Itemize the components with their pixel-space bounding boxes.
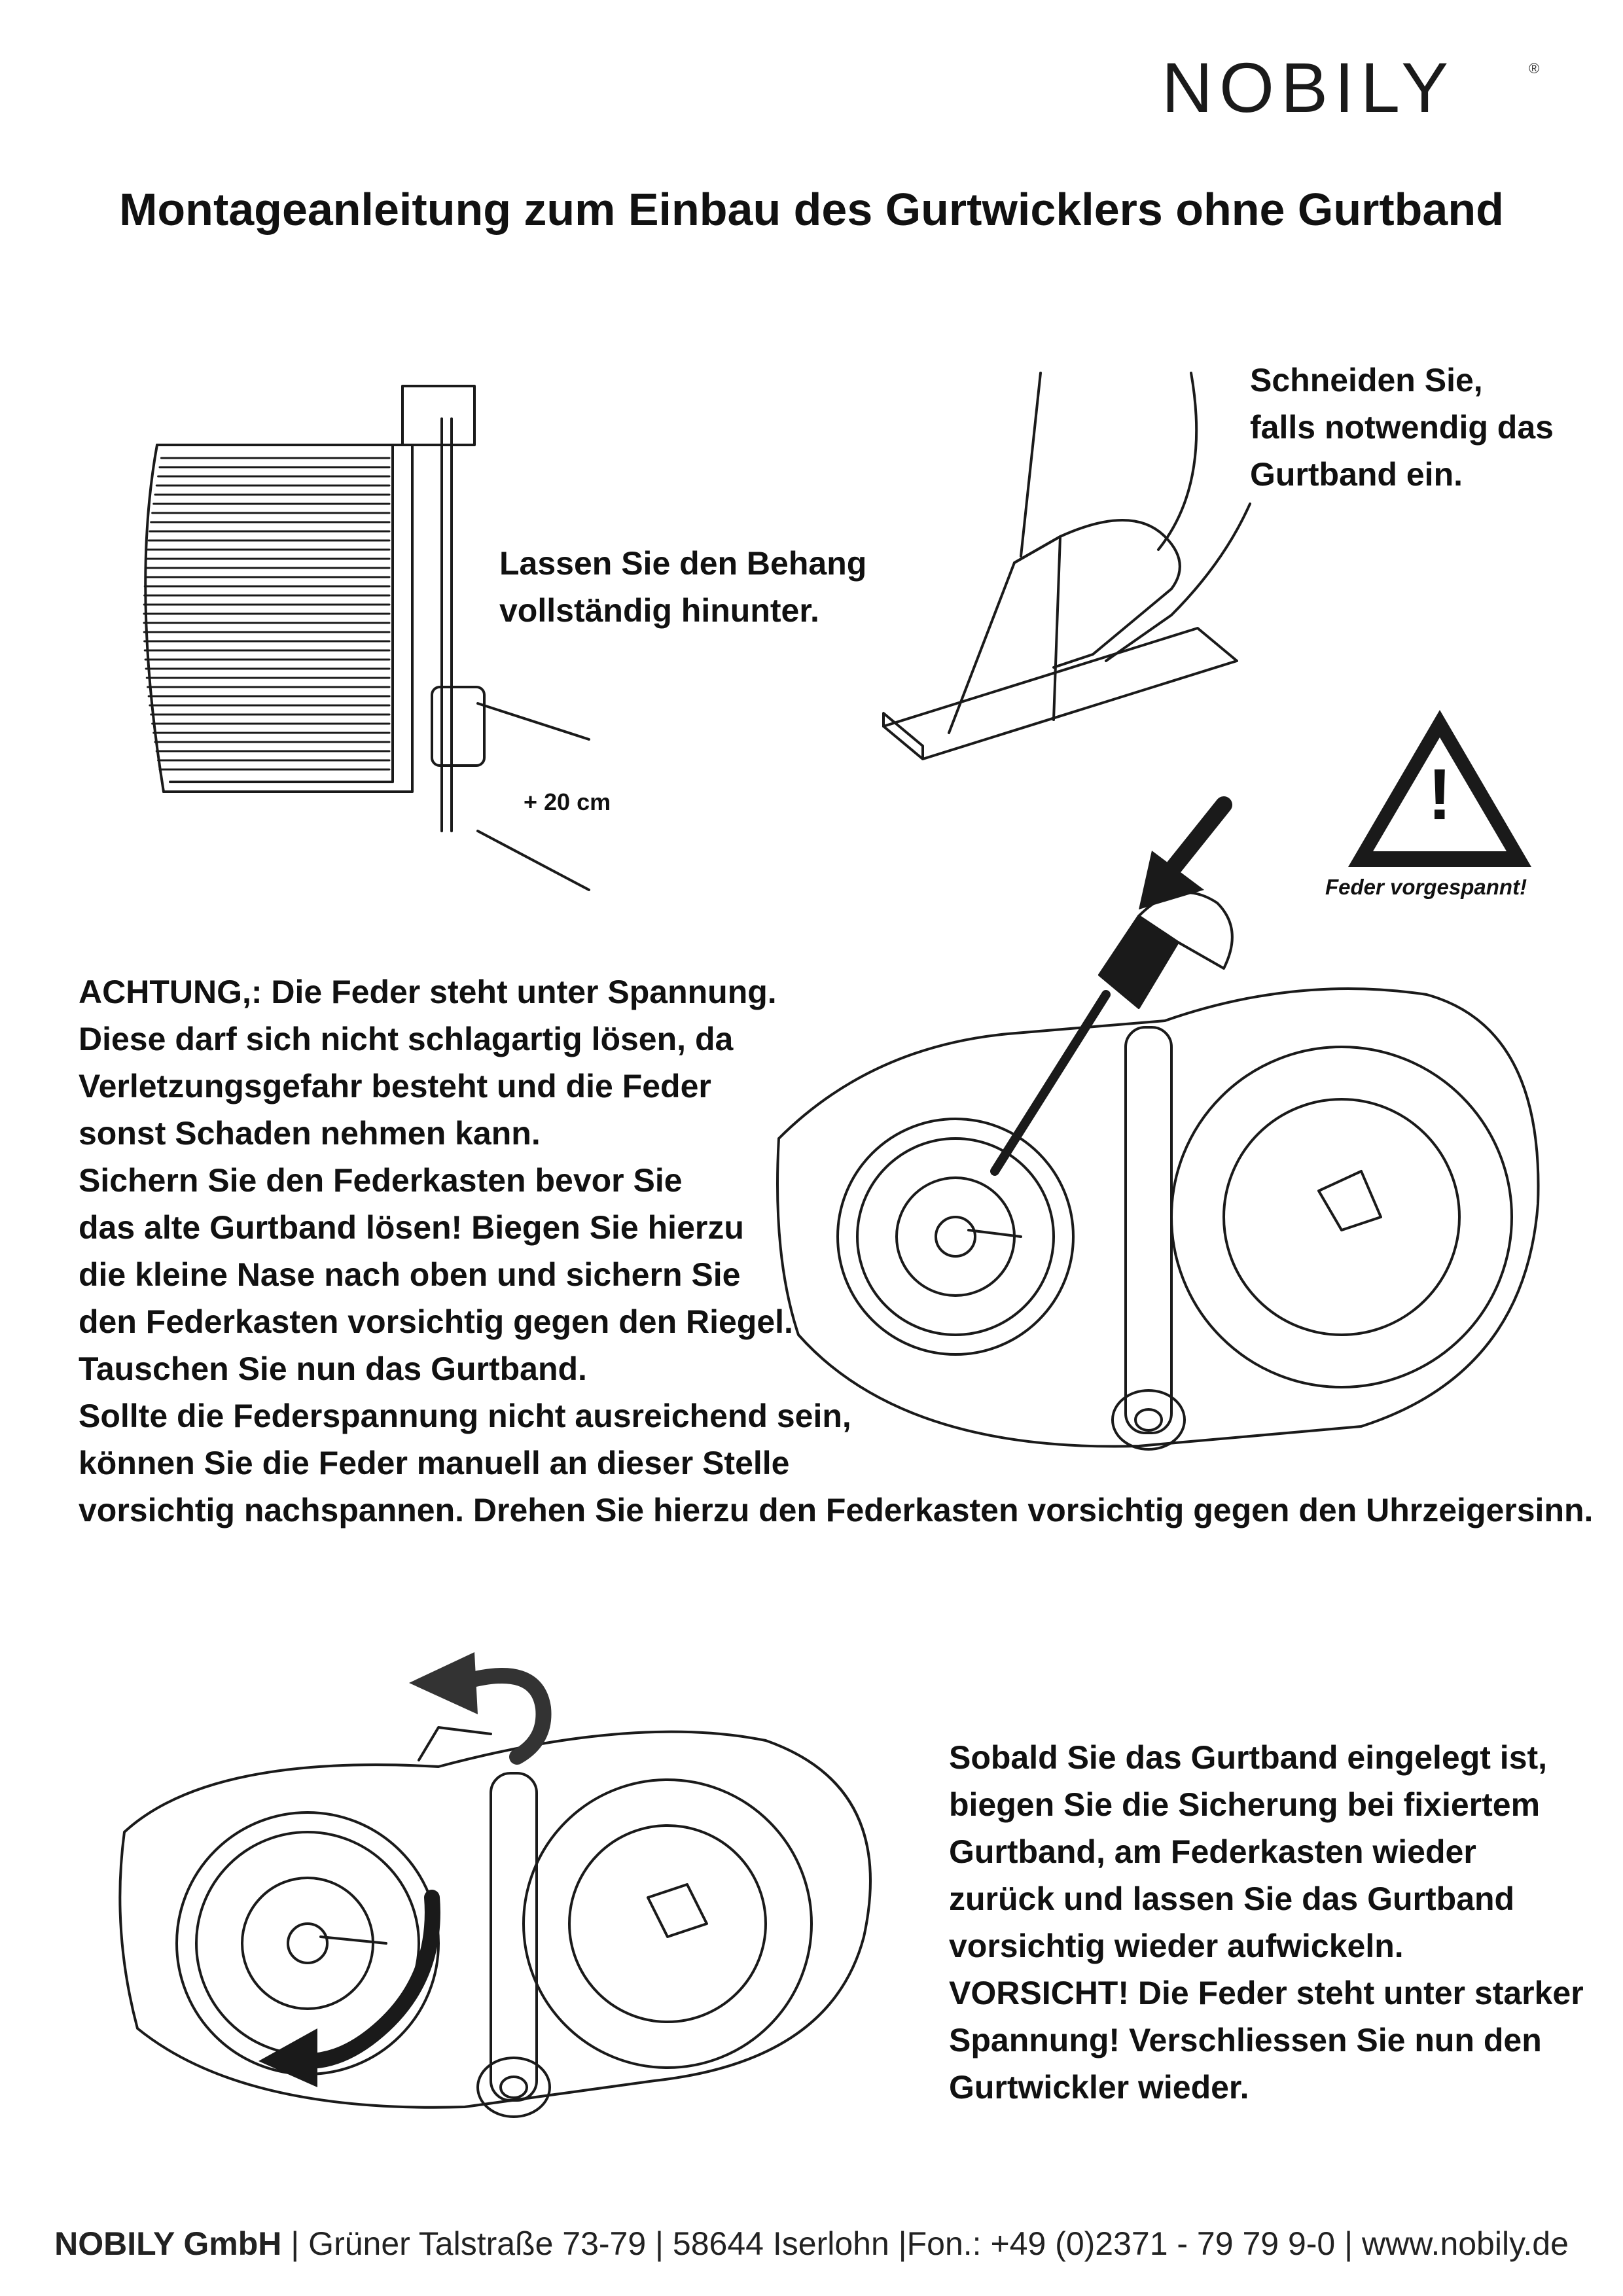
footer-company: NOBILY GmbH bbox=[54, 2225, 282, 2262]
step2-caption bbox=[1250, 357, 1554, 498]
final-line: Gurtband, am Federkasten wieder bbox=[949, 1833, 1476, 1870]
attention-line: ACHTUNG,: Die Feder steht unter Spannung. bbox=[79, 974, 777, 1010]
attention-line: vorsichtig nachspannen. Drehen Sie hierzu den Federkasten vorsichtig gegen den Uhrzeigersinn. bbox=[79, 1492, 1594, 1528]
rotate-arrow-icon bbox=[406, 1642, 563, 1767]
final-line: biegen Sie die Sicherung bei fixiertem bbox=[949, 1786, 1541, 1823]
attention-line: Diese darf sich nicht schlagartig lösen, da bbox=[79, 1021, 734, 1057]
final-line: Gurtwickler wieder. bbox=[949, 2069, 1249, 2106]
attention-line: den Federkasten vorsichtig gegen den Riegel. bbox=[79, 1303, 793, 1340]
final-line: zurück und lassen Sie das Gurtband bbox=[949, 1881, 1515, 1917]
attention-line: sonst Schaden nehmen kann. bbox=[79, 1115, 541, 1152]
attention-line: die kleine Nase nach oben und sichern Sie bbox=[79, 1256, 741, 1293]
final-line: Spannung! Verschliessen Sie nun den bbox=[949, 2022, 1542, 2058]
registered-mark: ® bbox=[1529, 60, 1540, 77]
footer-separator: | bbox=[281, 2225, 309, 2262]
shutter-illustration bbox=[131, 373, 628, 910]
final-line: VORSICHT! Die Feder steht unter starker bbox=[949, 1975, 1584, 2011]
attention-line: Tauschen Sie nun das Gurtband. bbox=[79, 1351, 587, 1387]
footer bbox=[0, 2225, 1623, 2263]
step1-caption-line: vollständig hinunter. bbox=[499, 592, 819, 629]
step2-caption-line: Schneiden Sie, bbox=[1250, 362, 1483, 398]
rotate-arrow-icon bbox=[255, 1884, 452, 2094]
step1-caption-line: Lassen Sie den Behang bbox=[499, 545, 867, 582]
page-title: Montageanleitung zum Einbau des Gurtwicklers ohne Gurtband bbox=[119, 184, 1504, 235]
measure-label: + 20 cm bbox=[524, 788, 611, 815]
attention-line: das alte Gurtband lösen! Biegen Sie hierzu bbox=[79, 1209, 744, 1246]
warning-symbol: ! bbox=[1427, 754, 1452, 835]
attention-line: Sichern Sie den Federkasten bevor Sie bbox=[79, 1162, 683, 1199]
final-line: Sobald Sie das Gurtband eingelegt ist, bbox=[949, 1739, 1548, 1776]
final-text bbox=[949, 1734, 1584, 2111]
step1-caption bbox=[499, 540, 866, 634]
step2-caption-line: falls notwendig das bbox=[1250, 409, 1554, 446]
attention-line: Sollte die Federspannung nicht ausreichend sein, bbox=[79, 1398, 851, 1434]
attention-line: können Sie die Feder manuell an dieser Stelle bbox=[79, 1445, 790, 1481]
footer-address: Grüner Talstraße 73-79 | 58644 Iserlohn |Fon.: +49 (0)2371 - 79 79 9-0 | www.nobily.de bbox=[308, 2225, 1569, 2262]
final-line: vorsichtig wieder aufwickeln. bbox=[949, 1928, 1404, 1964]
warning-label: Feder vorgespannt! bbox=[1325, 875, 1527, 899]
arrow-down-icon bbox=[1132, 798, 1237, 916]
attention-line: Verletzungsgefahr besteht und die Feder bbox=[79, 1068, 711, 1104]
step2-caption-line: Gurtband ein. bbox=[1250, 456, 1463, 493]
attention-text bbox=[79, 968, 1593, 1534]
cutting-knife-illustration bbox=[883, 353, 1289, 798]
brand-logo: NOBILY bbox=[1162, 48, 1455, 127]
